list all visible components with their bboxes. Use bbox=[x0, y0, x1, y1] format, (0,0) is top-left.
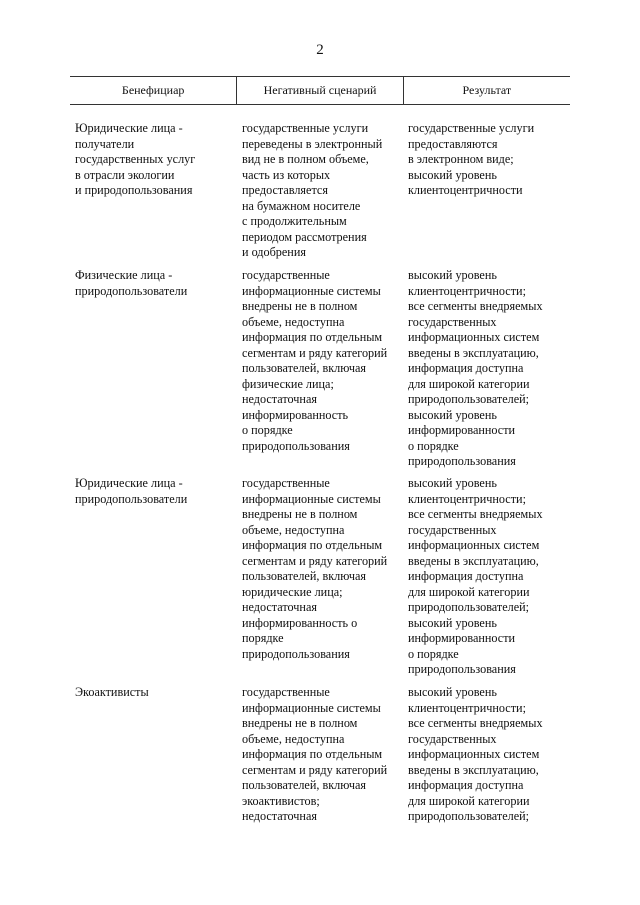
header-result: Результат bbox=[462, 83, 512, 97]
negative-scenario-cell: государственные информационные системы внедрены не в полном объеме, недоступна информация по отдельным сегментам и ряду категорий пользователей, включая юридические лица; недостаточная информированность о порядке природопользования bbox=[242, 476, 388, 661]
table-header-row bbox=[70, 76, 570, 105]
beneficiary-cell: Юридические лица - получатели государственных услуг в отрасли экологии и природопользования bbox=[75, 121, 196, 197]
beneficiary-cell: Экоактивисты bbox=[75, 685, 149, 699]
beneficiary-cell: Физические лица - природопользователи bbox=[75, 268, 188, 298]
negative-scenario-cell: государственные информационные системы внедрены не в полном объеме, недоступна информация по отдельным сегментам и ряду категорий пользователей, включая экоактивистов; недостаточная bbox=[242, 685, 388, 823]
beneficiary-cell: Юридические лица - природопользователи bbox=[75, 476, 188, 506]
negative-scenario-cell: государственные информационные системы внедрены не в полном объеме, недоступна информация по отдельным сегментам и ряду категорий пользователей, включая физические лица; недостаточная информированность о порядке природопользования bbox=[242, 268, 388, 453]
header-negative-scenario: Негативный сценарий bbox=[236, 77, 403, 104]
negative-scenario-cell: государственные услуги переведены в электронный вид не в полном объеме, часть из которых предоставляется на бумажном носителе с продолжительным периодом рассмотрения и одобрения bbox=[242, 121, 383, 259]
result-cell: высокий уровень клиентоцентричности; все сегменты внедряемых государственных информационных систем введены в эксплуатацию, информация доступна для широкой категории природопользователей; высокий уровень информированности о порядке природопользования bbox=[408, 476, 543, 676]
scenario-table bbox=[70, 76, 570, 823]
result-cell: высокий уровень клиентоцентричности; все сегменты внедряемых государственных информационных систем введены в эксплуатацию, информация доступна для широкой категории природопользователей; bbox=[408, 685, 543, 823]
result-cell: государственные услуги предоставляются в электронном виде; высокий уровень клиентоцентричности bbox=[408, 121, 535, 197]
result-cell: высокий уровень клиентоцентричности; все сегменты внедряемых государственных информационных систем введены в эксплуатацию, информация доступна для широкой категории природопользователей; высокий уровень информированности о порядке природопользования bbox=[408, 268, 543, 468]
header-beneficiary: Бенефициар bbox=[121, 83, 185, 97]
page-number: 2 bbox=[316, 42, 324, 58]
